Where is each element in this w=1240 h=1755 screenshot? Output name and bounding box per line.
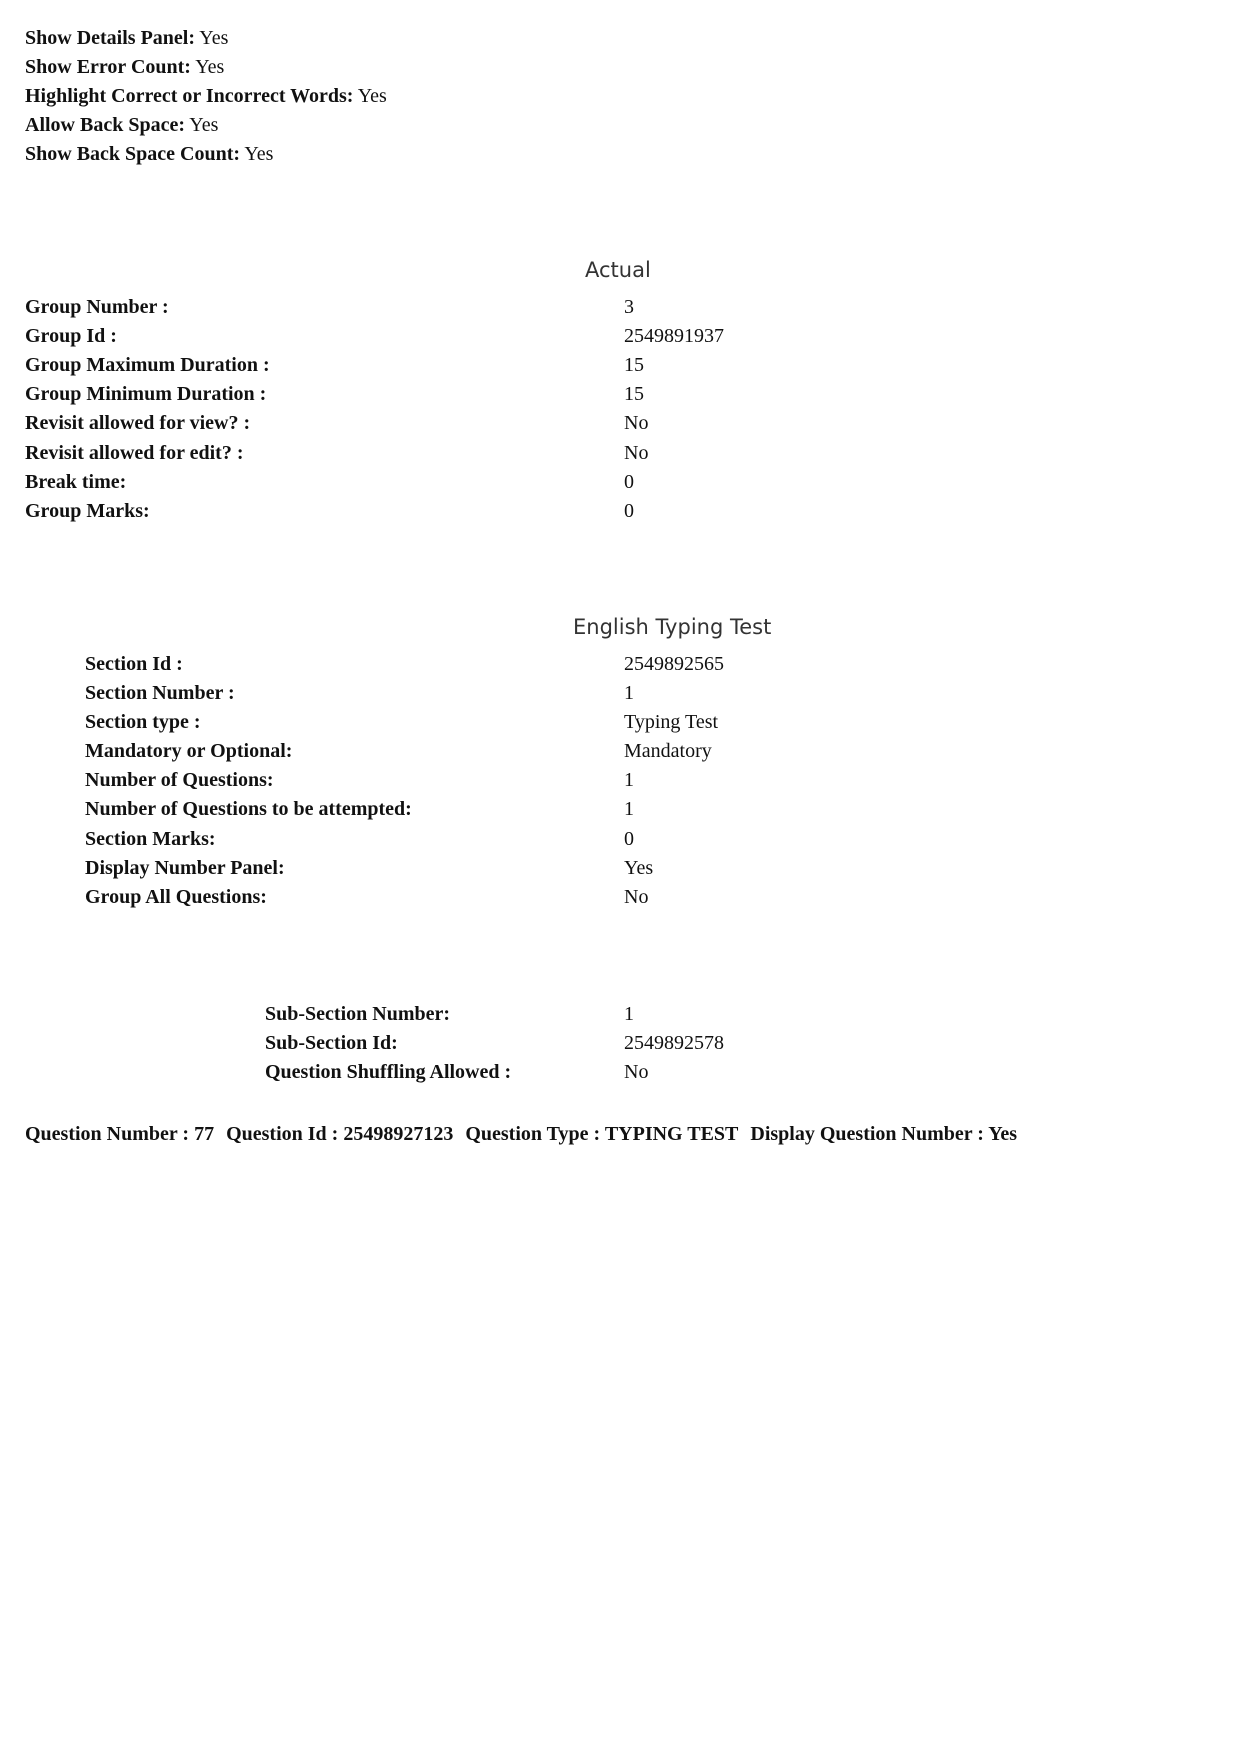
setting-row [25,115,218,135]
group-row-label: Group Maximum Duration : [25,354,270,376]
section-row-label: Number of Questions: [85,769,274,791]
setting-row [25,57,224,77]
section-row-value: 2549892565 [624,653,724,675]
setting-value: Yes [357,85,387,107]
group-row-label: Break time: [25,471,127,493]
section-row-label: Number of Questions to be attempted: [85,798,412,820]
group-row-value: 2549891937 [624,325,724,347]
group-row-label: Revisit allowed for edit? : [25,442,244,464]
setting-label: Show Details Panel: [25,27,195,49]
subsection-row-value: 1 [624,1003,634,1025]
subsection-row-label: Sub-Section Number: [265,1003,451,1025]
question-id: Question Id : 25498927123 [226,1123,454,1145]
setting-value: Yes [195,56,225,78]
section-row-label: Section type : [85,711,201,733]
setting-label: Show Error Count: [25,56,191,78]
display-question-number: Display Question Number : Yes [750,1123,1018,1145]
setting-label: Allow Back Space: [25,114,185,136]
section-row-label: Display Number Panel: [85,857,285,879]
section-row-value: Yes [624,857,654,879]
setting-row [25,144,273,164]
section-row-label: Section Id : [85,653,183,675]
setting-value: Yes [189,114,219,136]
section-row-value: 1 [624,769,634,791]
group-row-label: Group Id : [25,325,117,347]
section-heading: English Typing Test [573,615,772,639]
subsection-row-label: Sub-Section Id: [265,1032,398,1054]
question-type: Question Type : TYPING TEST [465,1123,739,1145]
section-row-label: Section Number : [85,682,235,704]
subsection-row-label: Question Shuffling Allowed : [265,1061,512,1083]
setting-row [25,86,387,106]
section-row-value: Mandatory [624,740,712,762]
setting-label: Show Back Space Count: [25,143,241,165]
group-row-value: 15 [624,383,644,405]
subsection-row-value: 2549892578 [624,1032,724,1054]
question-number: Question Number : 77 [25,1123,215,1145]
group-row-value: 15 [624,354,644,376]
section-row-label: Section Marks: [85,828,216,850]
group-row-value: 3 [624,296,634,318]
section-row-label: Group All Questions: [85,886,267,908]
section-row-value: Typing Test [624,711,719,733]
question-info-line [25,1124,1024,1144]
group-row-value: No [624,442,649,464]
section-row-value: 1 [624,682,634,704]
group-row-value: 0 [624,471,634,493]
group-row-label: Group Number : [25,296,169,318]
group-row-label: Group Minimum Duration : [25,383,267,405]
section-row-value: No [624,886,649,908]
section-row-label: Mandatory or Optional: [85,740,293,762]
group-row-label: Group Marks: [25,500,150,522]
setting-value: Yes [244,143,274,165]
group-row-value: No [624,412,649,434]
group-heading: Actual [585,258,651,282]
section-row-value: 1 [624,798,634,820]
group-row-label: Revisit allowed for view? : [25,412,251,434]
setting-row [25,28,228,48]
subsection-row-value: No [624,1061,649,1083]
setting-value: Yes [199,27,229,49]
section-row-value: 0 [624,828,634,850]
group-row-value: 0 [624,500,634,522]
setting-label: Highlight Correct or Incorrect Words: [25,85,354,107]
